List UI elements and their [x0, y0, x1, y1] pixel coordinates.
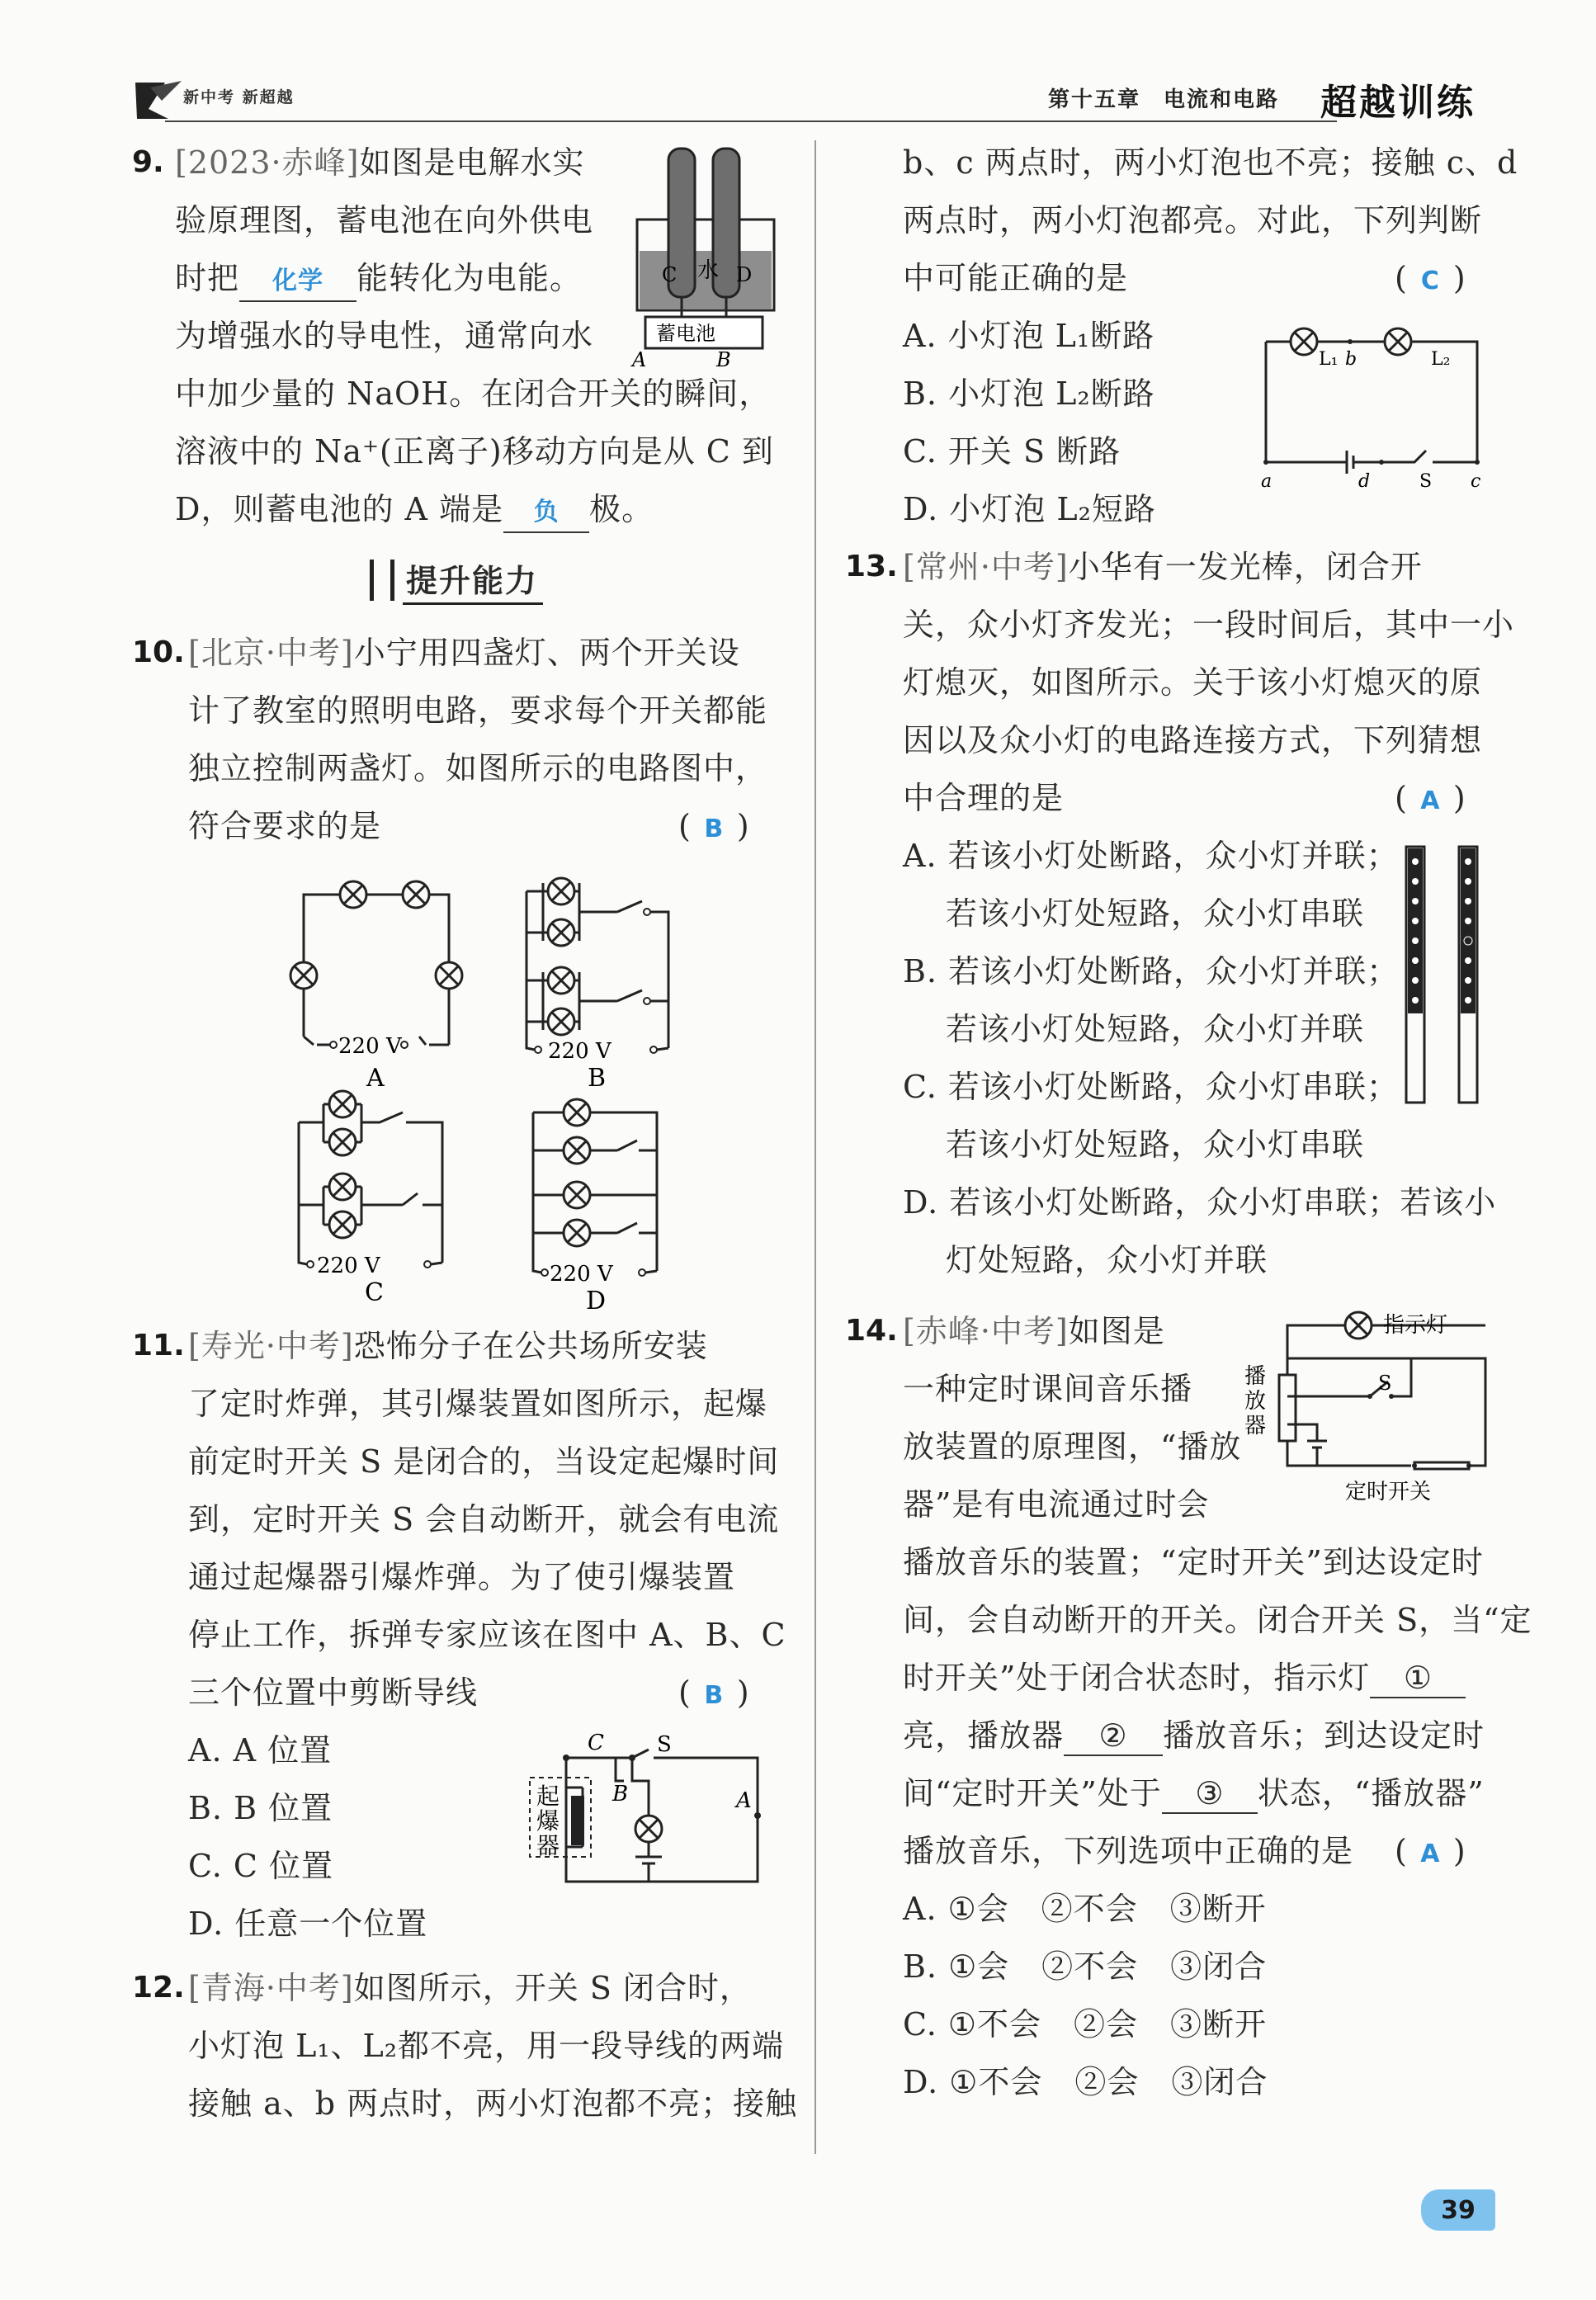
label-s: S	[657, 1732, 672, 1757]
answer-text: A	[1420, 786, 1440, 815]
label-a: a	[1261, 471, 1273, 490]
label-battery: 蓄电池	[656, 322, 715, 345]
section-heading	[370, 558, 543, 602]
option-item: 灯处短路，众小灯并联	[946, 1242, 1268, 1278]
label-detonator-2: 爆	[536, 1807, 560, 1835]
answer-bracket: ( B )	[678, 1674, 749, 1715]
question-source: [北京·中考]	[188, 635, 354, 671]
section-title: 提升能力	[403, 555, 543, 605]
question-text: D，则蓄电池的 A 端是 负 极。	[175, 490, 654, 533]
question-text: 前定时开关 S 是闭合的，当设定起爆时间	[188, 1443, 780, 1480]
question-text: 小灯泡 L₁、L₂都不亮，用一段导线的两端	[188, 2028, 785, 2064]
chapter-title: 第十五章 电流和电路	[1048, 87, 1280, 112]
label-player-2: 放	[1244, 1389, 1267, 1414]
series-title: 超越训练	[1320, 82, 1476, 124]
question-text: b、c 两点时，两小灯泡也不亮；接触 c、d	[903, 144, 1518, 181]
option-item: B. B 位置	[188, 1790, 333, 1826]
option-item: A. A 位置	[188, 1732, 333, 1769]
question-source: [赤峰·中考]	[903, 1313, 1069, 1349]
answer-bracket: ( C )	[1395, 259, 1466, 300]
question-text: 亮，播放器 ② 播放音乐；到达设定时	[903, 1717, 1485, 1756]
label-water: 水	[697, 258, 720, 283]
option-item: B. ①会 ②不会 ③闭合	[903, 1948, 1268, 1985]
column-divider	[815, 140, 816, 2154]
label-detonator-3: 器	[536, 1832, 560, 1859]
question-text: 中可能正确的是	[903, 260, 1129, 296]
option-item: D. 任意一个位置	[188, 1906, 428, 1942]
bulb-circuit-figure	[1258, 317, 1497, 490]
option-item: A. 小灯泡 L₁断路	[903, 318, 1155, 354]
brand-name: 新中考 新超越	[183, 88, 295, 106]
option-item: C. ①不会 ②会 ③断开	[903, 2006, 1267, 2043]
question-text: 因以及众小灯的电路连接方式，下列猜想	[903, 722, 1483, 758]
answer-blank	[239, 259, 357, 302]
question-text: 中合理的是	[903, 780, 1065, 816]
question-text: [常州·中考]小华有一发光棒，闭合开	[903, 549, 1423, 585]
answer-text: B	[704, 815, 724, 843]
circuit-a-figure	[281, 875, 479, 1089]
label-timer: 定时开关	[1345, 1480, 1432, 1504]
option-item: A. ①会 ②不会 ③断开	[903, 1891, 1267, 1927]
page-number: 39	[1421, 2189, 1495, 2231]
label-d: D	[736, 263, 753, 286]
question-text: 溶液中的 Na⁺(正离子)移动方向是从 C 到	[175, 433, 774, 470]
label-a: A	[736, 1788, 752, 1813]
voltage-label: 220 V	[550, 1262, 613, 1287]
question-number: 9.	[132, 145, 164, 179]
label-b: B	[716, 348, 731, 368]
question-source: [常州·中考]	[903, 549, 1069, 585]
question-text: 接触 a、b 两点时，两小灯泡都不亮；接触	[188, 2085, 798, 2122]
music-player-figure	[1238, 1309, 1497, 1507]
option-item: A. 若该小灯处断路，众小灯并联；	[903, 838, 1399, 874]
question-text: 验原理图，蓄电池在向外供电	[175, 202, 594, 239]
question-text: 播放音乐的装置；“定时开关”到达设定时	[903, 1544, 1484, 1580]
question-text: 器”是有电流通过时会	[903, 1486, 1210, 1523]
question-source: [青海·中考]	[188, 1970, 354, 2006]
question-text: 放装置的原理图，“播放	[903, 1429, 1242, 1465]
question-text: 符合要求的是	[188, 808, 382, 844]
brand-logo-icon	[132, 76, 190, 125]
answer-blank: ①	[1370, 1659, 1466, 1698]
label-b: B	[612, 1782, 629, 1806]
question-number: 13.	[845, 550, 898, 583]
question-number: 10.	[132, 635, 185, 669]
answer-text: A	[1420, 1840, 1440, 1868]
option-item: 若该小灯处短路，众小灯并联	[946, 1011, 1365, 1047]
circuit-d-figure	[525, 1098, 690, 1312]
question-text: [2023·赤峰]如图是电解水实	[175, 144, 585, 181]
question-text: 计了教室的照明电路，要求每个开关都能	[188, 692, 768, 729]
question-text: [北京·中考]小宁用四盏灯、两个开关设	[188, 635, 740, 671]
answer-blank: ②	[1064, 1717, 1163, 1756]
question-text: 为增强水的导电性，通常向水	[175, 318, 594, 354]
question-text: 播放音乐，下列选项中正确的是	[903, 1833, 1354, 1869]
circuit-b-figure	[518, 867, 683, 1089]
option-item: C. C 位置	[188, 1848, 334, 1884]
option-item: B. 若该小灯处断路，众小灯并联；	[903, 953, 1400, 989]
voltage-label: 220 V	[338, 1034, 402, 1059]
question-text: 三个位置中剪断导线	[188, 1674, 479, 1711]
circuit-c-figure	[290, 1089, 456, 1304]
answer-text: 化学	[272, 267, 324, 295]
glow-stick-figure	[1398, 843, 1497, 1107]
question-text: 中加少量的 NaOH。在闭合开关的瞬间，	[175, 375, 772, 412]
question-text: 了定时炸弹，其引爆装置如图所示，起爆	[188, 1386, 768, 1422]
option-item: 若该小灯处短路，众小灯串联	[946, 895, 1365, 932]
option-item: B. 小灯泡 L₂断路	[903, 375, 1155, 412]
question-text: 间，会自动断开的开关。闭合开关 S，当“定	[903, 1602, 1532, 1638]
label-b: b	[1345, 349, 1358, 370]
question-source: [2023·赤峰]	[175, 144, 360, 181]
answer-text: B	[704, 1681, 724, 1710]
option-label: B	[588, 1064, 607, 1089]
detonator-figure	[525, 1725, 772, 1898]
header-rule	[165, 120, 1337, 122]
question-text: 时把 化学 能转化为电能。	[175, 259, 582, 302]
option-label: D	[586, 1287, 607, 1312]
question-number: 11.	[132, 1329, 185, 1363]
section-bars-icon	[370, 560, 394, 601]
label-c: c	[1471, 471, 1481, 490]
question-text: 两点时，两小灯泡都亮。对此，下列判断	[903, 202, 1483, 239]
question-text: 灯熄灭，如图所示。关于该小灯熄灭的原	[903, 664, 1483, 701]
option-item: C. 开关 S 断路	[903, 433, 1121, 470]
question-source: [寿光·中考]	[188, 1328, 354, 1364]
label-d: d	[1358, 471, 1371, 490]
question-text: [青海·中考]如图所示，开关 S 闭合时，	[188, 1970, 752, 2006]
answer-blank	[503, 490, 589, 533]
question-text: 到，定时开关 S 会自动断开，就会有电流	[188, 1501, 780, 1537]
voltage-label: 220 V	[548, 1039, 611, 1064]
question-text: 关，众小灯齐发光；一段时间后，其中一小	[903, 607, 1515, 643]
label-a: A	[632, 348, 647, 368]
question-text: 通过起爆器引爆炸弹。为了使引爆装置	[188, 1559, 736, 1595]
label-c: C	[588, 1731, 604, 1755]
label-player-3: 器	[1244, 1414, 1267, 1438]
question-text: 间“定时开关”处于 ③ 状态，“播放器”	[903, 1774, 1485, 1814]
label-indicator: 指示灯	[1383, 1313, 1448, 1338]
label-c: C	[662, 263, 678, 286]
label-detonator-1: 起	[536, 1783, 560, 1810]
answer-bracket: ( A )	[1395, 779, 1466, 820]
option-label: C	[365, 1278, 384, 1304]
label-player-1: 播	[1244, 1364, 1267, 1389]
answer-text: 负	[533, 498, 560, 527]
answer-text: C	[1420, 267, 1439, 295]
question-number: 12.	[132, 1971, 185, 2005]
label-s: S	[1419, 471, 1433, 490]
label-l1: L₁	[1319, 349, 1339, 370]
answer-bracket: ( A )	[1395, 1832, 1466, 1873]
option-item: C. 若该小灯处断路，众小灯串联；	[903, 1069, 1399, 1105]
option-label: A	[366, 1064, 385, 1089]
question-text: 一种定时课间音乐播	[903, 1371, 1193, 1407]
question-text: 时开关”处于闭合状态时，指示灯 ①	[903, 1659, 1466, 1698]
question-text: 停止工作，拆弹专家应该在图中 A、B、C	[188, 1617, 786, 1653]
answer-blank: ③	[1162, 1774, 1258, 1814]
option-item: D. 小灯泡 L₂短路	[903, 491, 1156, 527]
question-text: [赤峰·中考]如图是	[903, 1313, 1165, 1349]
electrolysis-figure	[627, 145, 784, 368]
label-s: S	[1378, 1372, 1392, 1395]
answer-bracket: ( B )	[678, 807, 749, 848]
question-text: [寿光·中考]恐怖分子在公共场所安装	[188, 1328, 708, 1364]
option-item: D. ①不会 ②会 ③闭合	[903, 2064, 1268, 2100]
question-text: 独立控制两盏灯。如图所示的电路图中，	[188, 750, 768, 786]
voltage-label: 220 V	[317, 1254, 380, 1278]
label-l2: L₂	[1431, 349, 1451, 370]
option-item: 若该小灯处短路，众小灯串联	[946, 1126, 1365, 1163]
question-number: 14.	[845, 1314, 898, 1348]
option-item: D. 若该小灯处断路，众小灯串联；若该小	[903, 1184, 1497, 1221]
